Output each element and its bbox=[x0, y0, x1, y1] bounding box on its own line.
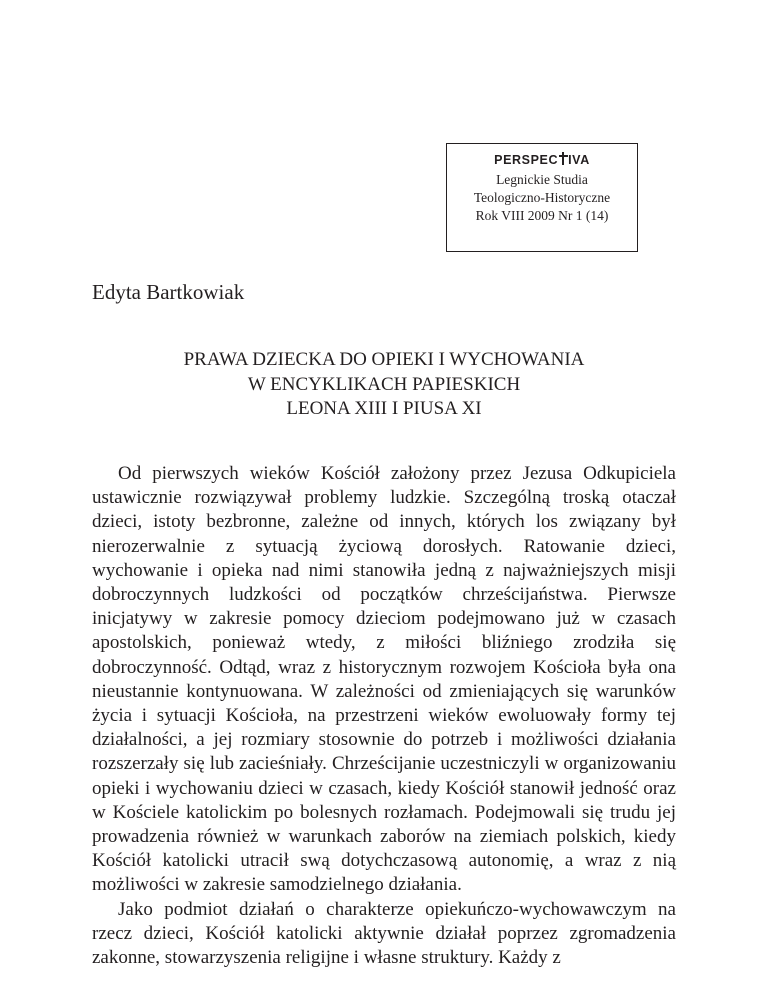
journal-name: Legnickie Studia bbox=[496, 172, 588, 187]
journal-subtitle: Teologiczno-Historyczne bbox=[473, 190, 611, 205]
body-paragraph-1: Od pierwszych wieków Kościół założony przez Jezusa Odkupiciela ustawicznie rozwiązywał problemy ludzkie. Szczególną troską otaczał dzieci, istoty bezbronne, zależne od innych, których los związany był nierozerwalnie z sytuacją życiową dorosłych. Ratowanie dzieci, wychowanie i opieka nad nimi stanowiła jedną z najważniejszych misji dobroczynnych ludzkości od początków chrześcijaństwa. Pierwsze inicjatywy w zakresie pomocy dzieciom podejmowano już w czasach apostolskich, ponieważ wtedy, z miłości bliźniego zrodziła się dobroczynność. Odtąd, wraz z historycznym rozwojem Kościoła była ona nieustannie kontynuowana. W zależności od zmieniających się warunków życia i sytuacji Kościoła, na przestrzeni wieków ewoluowały formy tej działalności, a jej rozmiary stosownie do potrzeb i możliwości działania rozszerzały się lub zacieśniały. Chrześcijanie uczestniczyli w organizowaniu opieki i wychowaniu dzieci w czasach, kiedy Kościół stanowił jedność oraz w Kościele katolickim po bolesnych rozłamach. Podejmowali się trudu jej prowadzenia również w warunkach zaborów na ziemiach polskich, kiedy Kościół katolicki utracił swą dotychczasową autonomię, a wraz z nią możliwości w zakresie samodzielnego działania. bbox=[92, 463, 676, 896]
author-name: Edyta Bartkowiak bbox=[92, 280, 245, 304]
title-line-2: W ENCYKLIKACH PAPIESKICH bbox=[247, 373, 521, 395]
body-paragraph-2: Jako podmiot działań o charakterze opiekuńczo-wychowawczym na rzecz dzieci, Kościół katolicki aktywnie działał poprzez zgromadzenia zakonne, stowarzyszenia religijne i własne struktury. Każdy z bbox=[92, 898, 676, 969]
cross-icon bbox=[559, 152, 568, 165]
journal-brand-prefix: PERSPEC bbox=[494, 153, 559, 167]
journal-info-box bbox=[446, 143, 638, 252]
journal-brand bbox=[447, 152, 637, 169]
journal-brand-suffix: IVA bbox=[568, 153, 590, 167]
title-line-3: LEONA XIII I PIUSA XI bbox=[286, 398, 482, 419]
title-line-1: PRAWA DZIECKA DO OPIEKI I WYCHOWANIA bbox=[183, 349, 585, 370]
article-title bbox=[92, 348, 676, 422]
journal-issue: Rok VIII 2009 Nr 1 (14) bbox=[475, 208, 609, 223]
article-body bbox=[92, 462, 676, 970]
